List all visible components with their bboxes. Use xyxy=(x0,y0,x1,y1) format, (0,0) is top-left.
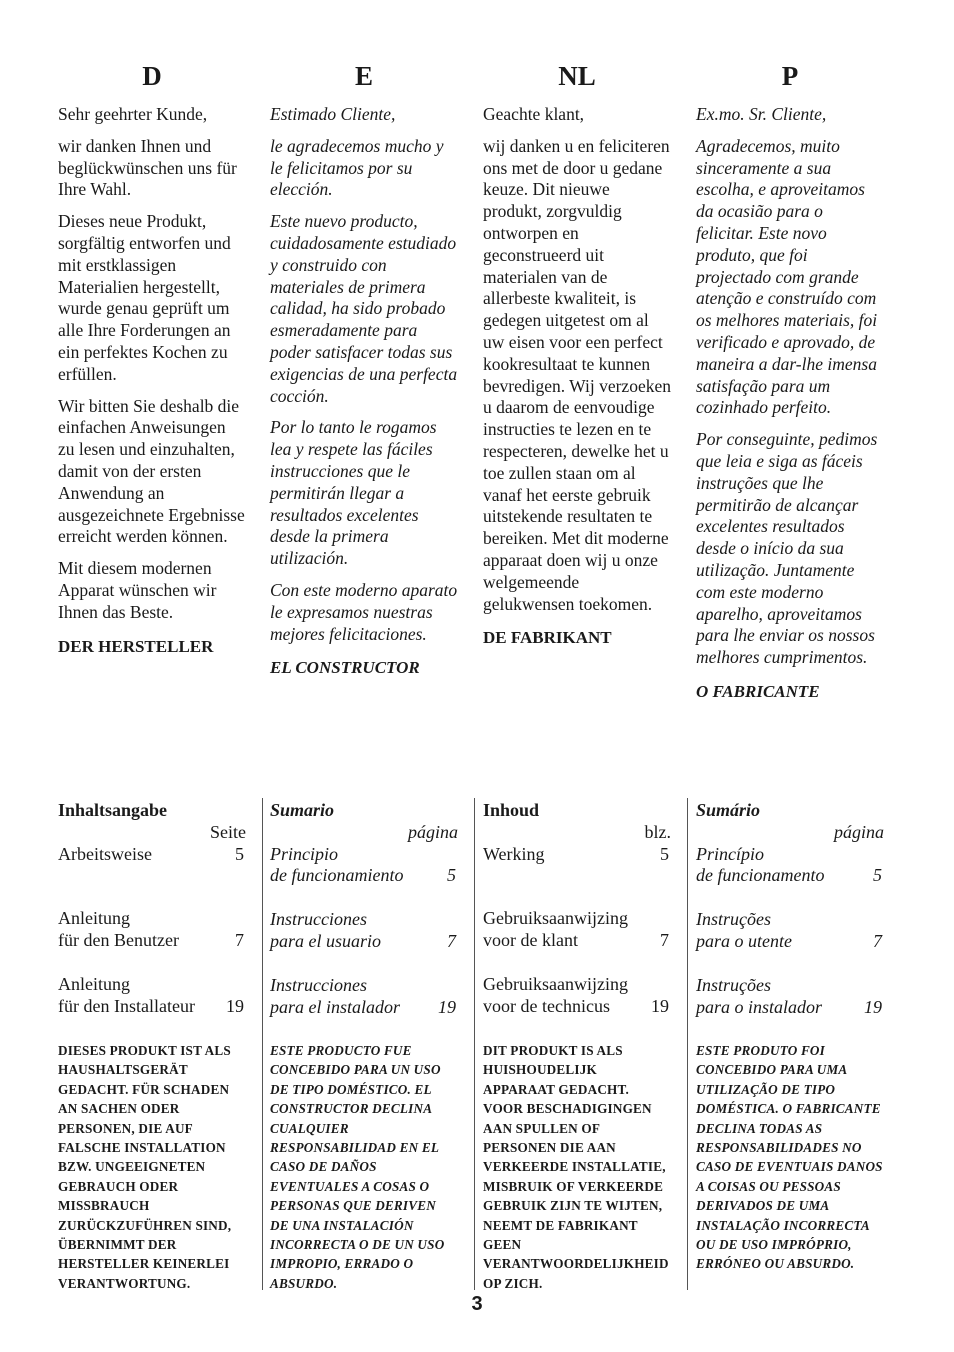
toc-entry xyxy=(58,844,246,866)
toc-entry-label: voor de technicus xyxy=(483,995,610,1016)
toc-entry-page: 19 xyxy=(864,996,882,1017)
column-divider xyxy=(474,798,475,1290)
intro-paragraph: Por lo tanto le rogamos lea y respete las fáciles instrucciones que le permitirán llegar a resultados excelentes desde la primera utilización. xyxy=(270,417,437,569)
column-heading-p: P xyxy=(781,61,799,91)
manufacturer-signature: O FABRICANTE xyxy=(696,681,820,701)
toc-entry-page: 5 xyxy=(447,865,456,886)
intro-paragraph: Wir bitten Sie deshalb die einfachen Anweisungen zu lesen und einzuhalten, damit von der ersten Anwendung an ausgezeichnete Ergebnisse erreicht werden können. xyxy=(58,395,245,547)
toc-entry-label: Gebruiksaanwijzing xyxy=(483,973,628,994)
intro-paragraph: wir danken Ihnen und beglückwünschen uns für Ihre Wahl. xyxy=(58,135,237,200)
toc-entry-label: de funcionamento xyxy=(696,865,825,886)
liability-disclaimer-de: DIESES PRODUKT IST ALS HAUSHALTSGERÄT GEDACHT. FÜR SCHADEN AN SACHEN ODER PERSONEN, DIE AUF FALSCHE INSTALLATION BZW. UNGEEIGNETEN GEBRAUCH ODER MISSBRAUCH ZURÜCKZUFÜHREN SIND, ÜBERNIMMT DER HERSTELLER KEINERLEI VERANTWORTUNG. xyxy=(58,1043,232,1291)
page-number: 3 xyxy=(471,1293,483,1315)
toc-entry-label: Arbeitsweise xyxy=(58,843,152,864)
manufacturer-signature: DE FABRIKANT xyxy=(483,628,612,648)
intro-paragraph: Dieses neue Produkt, sorgfältig entworfen und mit erstklassigen Materialien hergestellt, wurde genau geprüft um alle Ihre Forderungen an ein perfektes Kochen zu erfüllen. xyxy=(58,211,231,384)
liability-disclaimer-es: ESTE PRODUCTO FUE CONCEBIDO PARA UN USO DE TIPO DOMÉSTICO. EL CONSTRUCTOR DECLINA CUALQUIER RESPONSABILIDAD EN EL CASO DE DAÑOS EVENTUALES A COSAS O PERSONAS QUE DERIVEN DE UNA INSTALACIÓN INCORRECTA O DE UN USO IMPROPIO, ERRADO O ABSURDO. xyxy=(270,1043,445,1291)
toc-entry xyxy=(483,930,671,952)
toc-entry-page: 7 xyxy=(235,930,244,951)
toc-entry xyxy=(58,996,246,1018)
toc-entry-page: 5 xyxy=(235,843,244,864)
toc-entry-label: für den Installateur xyxy=(58,995,195,1016)
intro-letter-de xyxy=(58,104,246,667)
toc-entry-page: 7 xyxy=(873,930,882,951)
toc-title: Sumário xyxy=(696,800,761,820)
toc-entry-label: Instruções xyxy=(696,909,771,930)
table-of-contents-nl xyxy=(483,800,671,1018)
toc-page-unit: Seite xyxy=(210,821,246,842)
toc-entry-page: 7 xyxy=(447,930,456,951)
toc-entry-page: 19 xyxy=(226,995,244,1016)
toc-entry-label: Werking xyxy=(483,843,545,864)
toc-entry-label: para el usuario xyxy=(270,930,382,951)
intro-paragraph: wij danken u en feliciteren ons met de door u gedane keuze. Dit nieuwe produkt, zorgvuldig ontworpen en geconstrueerd uit materialen van de allerbeste kwaliteit, is gedegen uitgetest om al uw eisen voor een perfect kookresultaat te kunnen bevredigen. Wij verzoeken u daarom de eenvoudige instructies te lezen en te respecteren, dewelke het u toe zullen staan om al vanaf het eerste gebruik uitstekende resultaten te bereiken. Met dit moderne apparaat doen wij u onze welgemeende gelukwensen toekomen. xyxy=(483,135,671,614)
toc-entry xyxy=(58,930,246,952)
column-divider xyxy=(687,798,688,1290)
toc-title: Sumario xyxy=(270,800,335,820)
toc-entry-label: Anleitung xyxy=(58,908,130,929)
toc-entry-label: de funcionamiento xyxy=(270,865,404,886)
table-of-contents-es xyxy=(270,800,458,1018)
manufacturer-signature: DER HERSTELLER xyxy=(58,636,214,656)
toc-entry-label: Instrucciones xyxy=(270,974,367,995)
toc-entry-label: Instrucciones xyxy=(270,909,367,930)
toc-entry-label: Gebruiksaanwijzing xyxy=(483,908,628,929)
toc-entry xyxy=(270,931,458,953)
toc-page-unit: blz. xyxy=(644,821,671,842)
intro-paragraph: Por conseguinte, pedimos que leia e siga as fáceis instruções que lhe permitirão de alcançar excelentes resultados desde o início da sua utilização. Juntamente com este moderno aparelho, aproveitamos para lhe enviar os nossos melhores cumprimentos. xyxy=(696,429,878,668)
toc-page-unit: página xyxy=(833,821,884,842)
toc-title: Inhaltsangabe xyxy=(58,800,168,820)
toc-entry xyxy=(270,997,458,1019)
column-heading-nl: NL xyxy=(558,61,596,91)
toc-entry-label: para el instalador xyxy=(270,996,401,1017)
column-heading-d: D xyxy=(142,61,162,91)
toc-entry xyxy=(483,996,671,1018)
toc-entry-label: Principio xyxy=(270,843,338,864)
toc-entry-label: para o utente xyxy=(696,930,792,951)
toc-entry-page: 5 xyxy=(660,843,669,864)
manufacturer-signature: EL CONSTRUCTOR xyxy=(270,658,420,678)
liability-disclaimer-nl: DIT PRODUKT IS ALS HUISHOUDELIJK APPARAAT GEDACHT. VOOR BESCHADIGINGEN AAN SPULLEN OF PERSONEN DIE AAN VERKEERDE INSTALLATIE, MISBRUIK OF VERKEERDE GEBRUIK ZIJN TE WIJTEN, NEEMT DE FABRIKANT GEEN VERANTWOORDELIJKHEID OP ZICH. xyxy=(483,1043,669,1291)
liability-disclaimer-pt: ESTE PRODUTO FOI CONCEBIDO PARA UMA UTILIZAÇÃO DE TIPO DOMÉSTICA. O FABRICANTE DECLINA TODAS AS RESPONSABILIDADES NO CASO DE EVENTUAIS DANOS A COISAS OU PESSOAS DERIVADOS DE UMA INSTALAÇÃO INCORRECTA OU DE USO IMPRÓPRIO, ERRÓNEO OU ABSURDO. xyxy=(696,1043,883,1272)
toc-entry-page: 5 xyxy=(873,865,882,886)
toc-entry-label: Anleitung xyxy=(58,973,130,994)
table-of-contents-de xyxy=(58,800,246,1018)
intro-paragraph: Geachte klant, xyxy=(483,104,585,124)
column-divider xyxy=(262,798,263,1290)
column-heading-e: E xyxy=(354,61,373,91)
toc-entry-page: 19 xyxy=(438,996,456,1017)
toc-entry-label: Instruções xyxy=(696,974,771,995)
toc-entry-label: Princípio xyxy=(696,843,764,864)
intro-letter-es xyxy=(270,104,458,689)
intro-paragraph: Con este moderno aparato le expresamos nuestras mejores felicitaciones. xyxy=(270,579,458,644)
intro-paragraph: Mit diesem modernen Apparat wünschen wir Ihnen das Beste. xyxy=(58,558,217,622)
table-of-contents-pt xyxy=(696,800,884,1018)
toc-entry xyxy=(696,865,884,887)
intro-letter-nl xyxy=(483,104,671,659)
toc-entry-page: 19 xyxy=(651,995,669,1016)
toc-entry xyxy=(270,865,458,887)
toc-entry-label: voor de klant xyxy=(483,930,578,951)
toc-page-unit: página xyxy=(407,821,458,842)
intro-paragraph: Sehr geehrter Kunde, xyxy=(58,104,208,124)
toc-entry-page: 7 xyxy=(660,930,669,951)
toc-entry-label: für den Benutzer xyxy=(58,930,179,951)
toc-entry xyxy=(483,844,671,866)
toc-entry xyxy=(696,931,884,953)
intro-paragraph: le agradecemos mucho y le felicitamos por su elección. xyxy=(270,135,444,200)
toc-entry xyxy=(696,997,884,1019)
intro-paragraph: Estimado Cliente, xyxy=(270,104,396,124)
intro-paragraph: Agradecemos, muito sinceramente a sua escolha, e aproveitamos da ocasião para o felicitar. Este novo produto, que foi projectado com grande atenção e construído com os melhores materiais, foi verificado e aprovado, de maneira a dar-lhe imensa satisfação para um cozinhado perfeito. xyxy=(696,135,878,418)
toc-title: Inhoud xyxy=(483,800,540,820)
toc-entry-label: para o instalador xyxy=(696,996,823,1017)
intro-letter-pt xyxy=(696,104,884,713)
intro-paragraph: Ex.mo. Sr. Cliente, xyxy=(696,104,827,124)
intro-paragraph: Este nuevo producto, cuidadosamente estudiado y construido con materiales de primera calidad, ha sido probado esmeradamente para poder satisfacer todas sus exigencias de una perfecta cocción. xyxy=(270,211,458,406)
